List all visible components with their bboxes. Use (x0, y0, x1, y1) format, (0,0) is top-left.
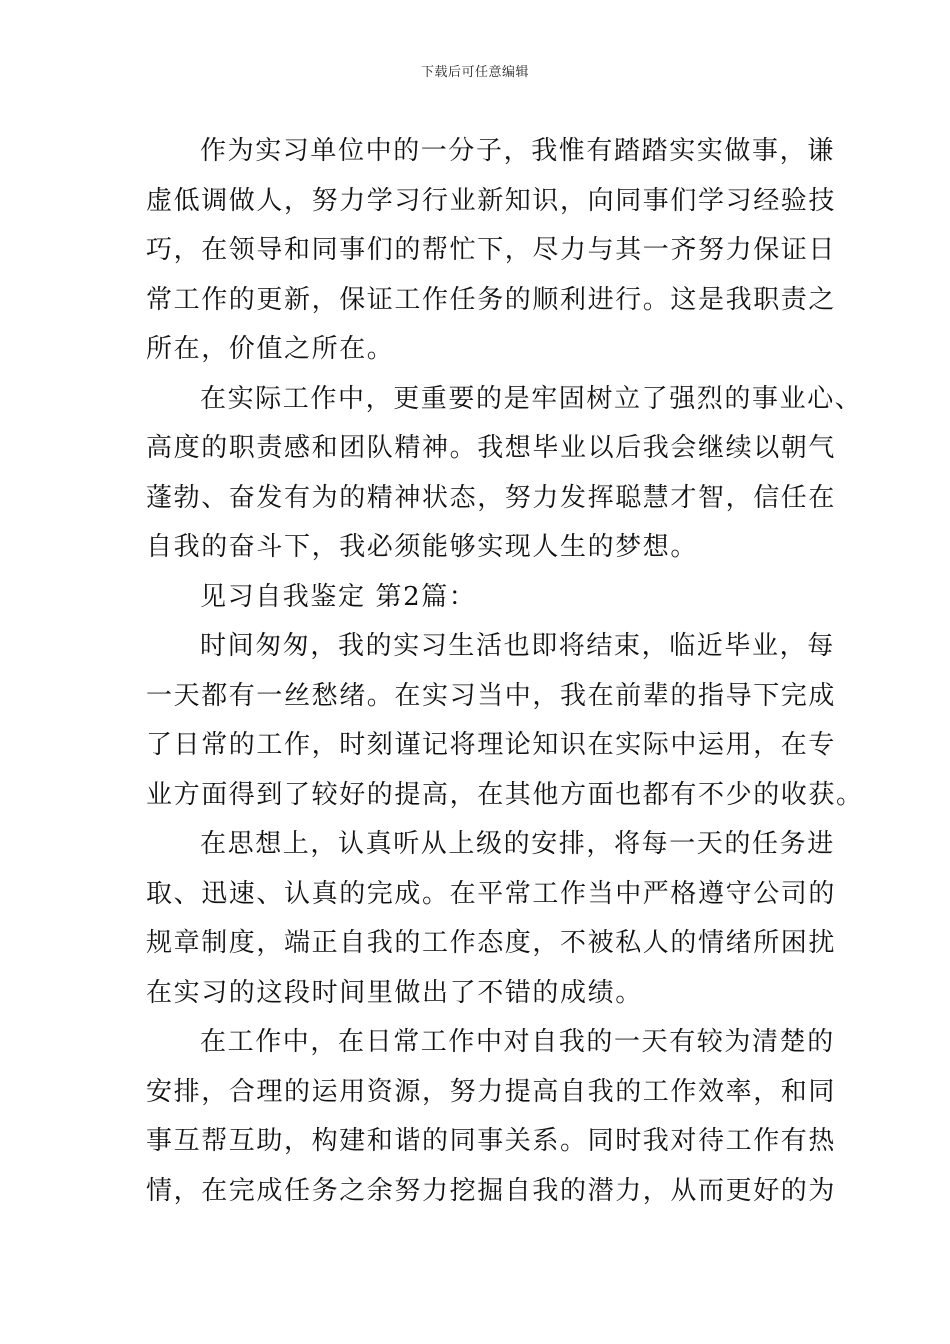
text-line: 规章制度，端正自我的工作态度，不被私人的情绪所困扰 (146, 928, 837, 958)
text-line: 巧，在领导和同事们的帮忙下，尽力与其一齐努力保证日 (146, 235, 837, 265)
text-line: 在实习的这段时间里做出了不错的成绩。 (146, 977, 643, 1008)
text-line: 了日常的工作，时刻谨记将理论知识在实际中运用，在专 (146, 730, 837, 760)
text-line: 事互帮互助，构建和谐的同事关系。同时我对待工作有热 (146, 1126, 837, 1156)
text-line: 常工作的更新，保证工作任务的顺利进行。这是我职责之 (146, 284, 837, 315)
text-line: 时间匆匆，我的实习生活也即将结束，临近毕业，每 (200, 631, 835, 661)
text-line: 在思想上，认真听从上级的安排，将每一天的任务进 (200, 829, 835, 859)
page-header: 下载后可任意编辑 (420, 65, 529, 80)
text-line: 虚低调做人，努力学习行业新知识，向同事们学习经验技 (146, 185, 837, 216)
text-line: 一天都有一丝愁绪。在实习当中，我在前辈的指导下完成 (146, 680, 837, 711)
text-line: 情，在完成任务之余努力挖掘自我的潜力，从而更好的为 (146, 1175, 837, 1206)
text-line: 见习自我鉴定 第2篇： (200, 581, 477, 612)
text-line: 作为实习单位中的一分子，我惟有踏踏实实做事，谦 (200, 136, 835, 166)
text-line: 所在，价值之所在。 (146, 334, 395, 364)
text-line: 安排，合理的运用资源，努力提高自我的工作效率，和同 (146, 1076, 837, 1107)
document-body (146, 127, 864, 1216)
text-line: 业方面得到了较好的提高，在其他方面也都有不少的收获。 (146, 779, 864, 810)
text-line: 自我的奋斗下，我必须能够实现人生的梦想。 (146, 532, 699, 562)
text-line: 蓬勃、奋发有为的精神状态，努力发挥聪慧才智，信任在 (146, 482, 837, 513)
text-line: 在工作中，在日常工作中对自我的一天有较为清楚的 (200, 1027, 835, 1057)
text-line: 取、迅速、认真的完成。在平常工作当中严格遵守公司的 (146, 878, 837, 909)
text-line: 高度的职责感和团队精神。我想毕业以后我会继续以朝气 (146, 433, 837, 463)
text-line: 在实际工作中，更重要的是牢固树立了强烈的事业心、 (200, 383, 863, 414)
